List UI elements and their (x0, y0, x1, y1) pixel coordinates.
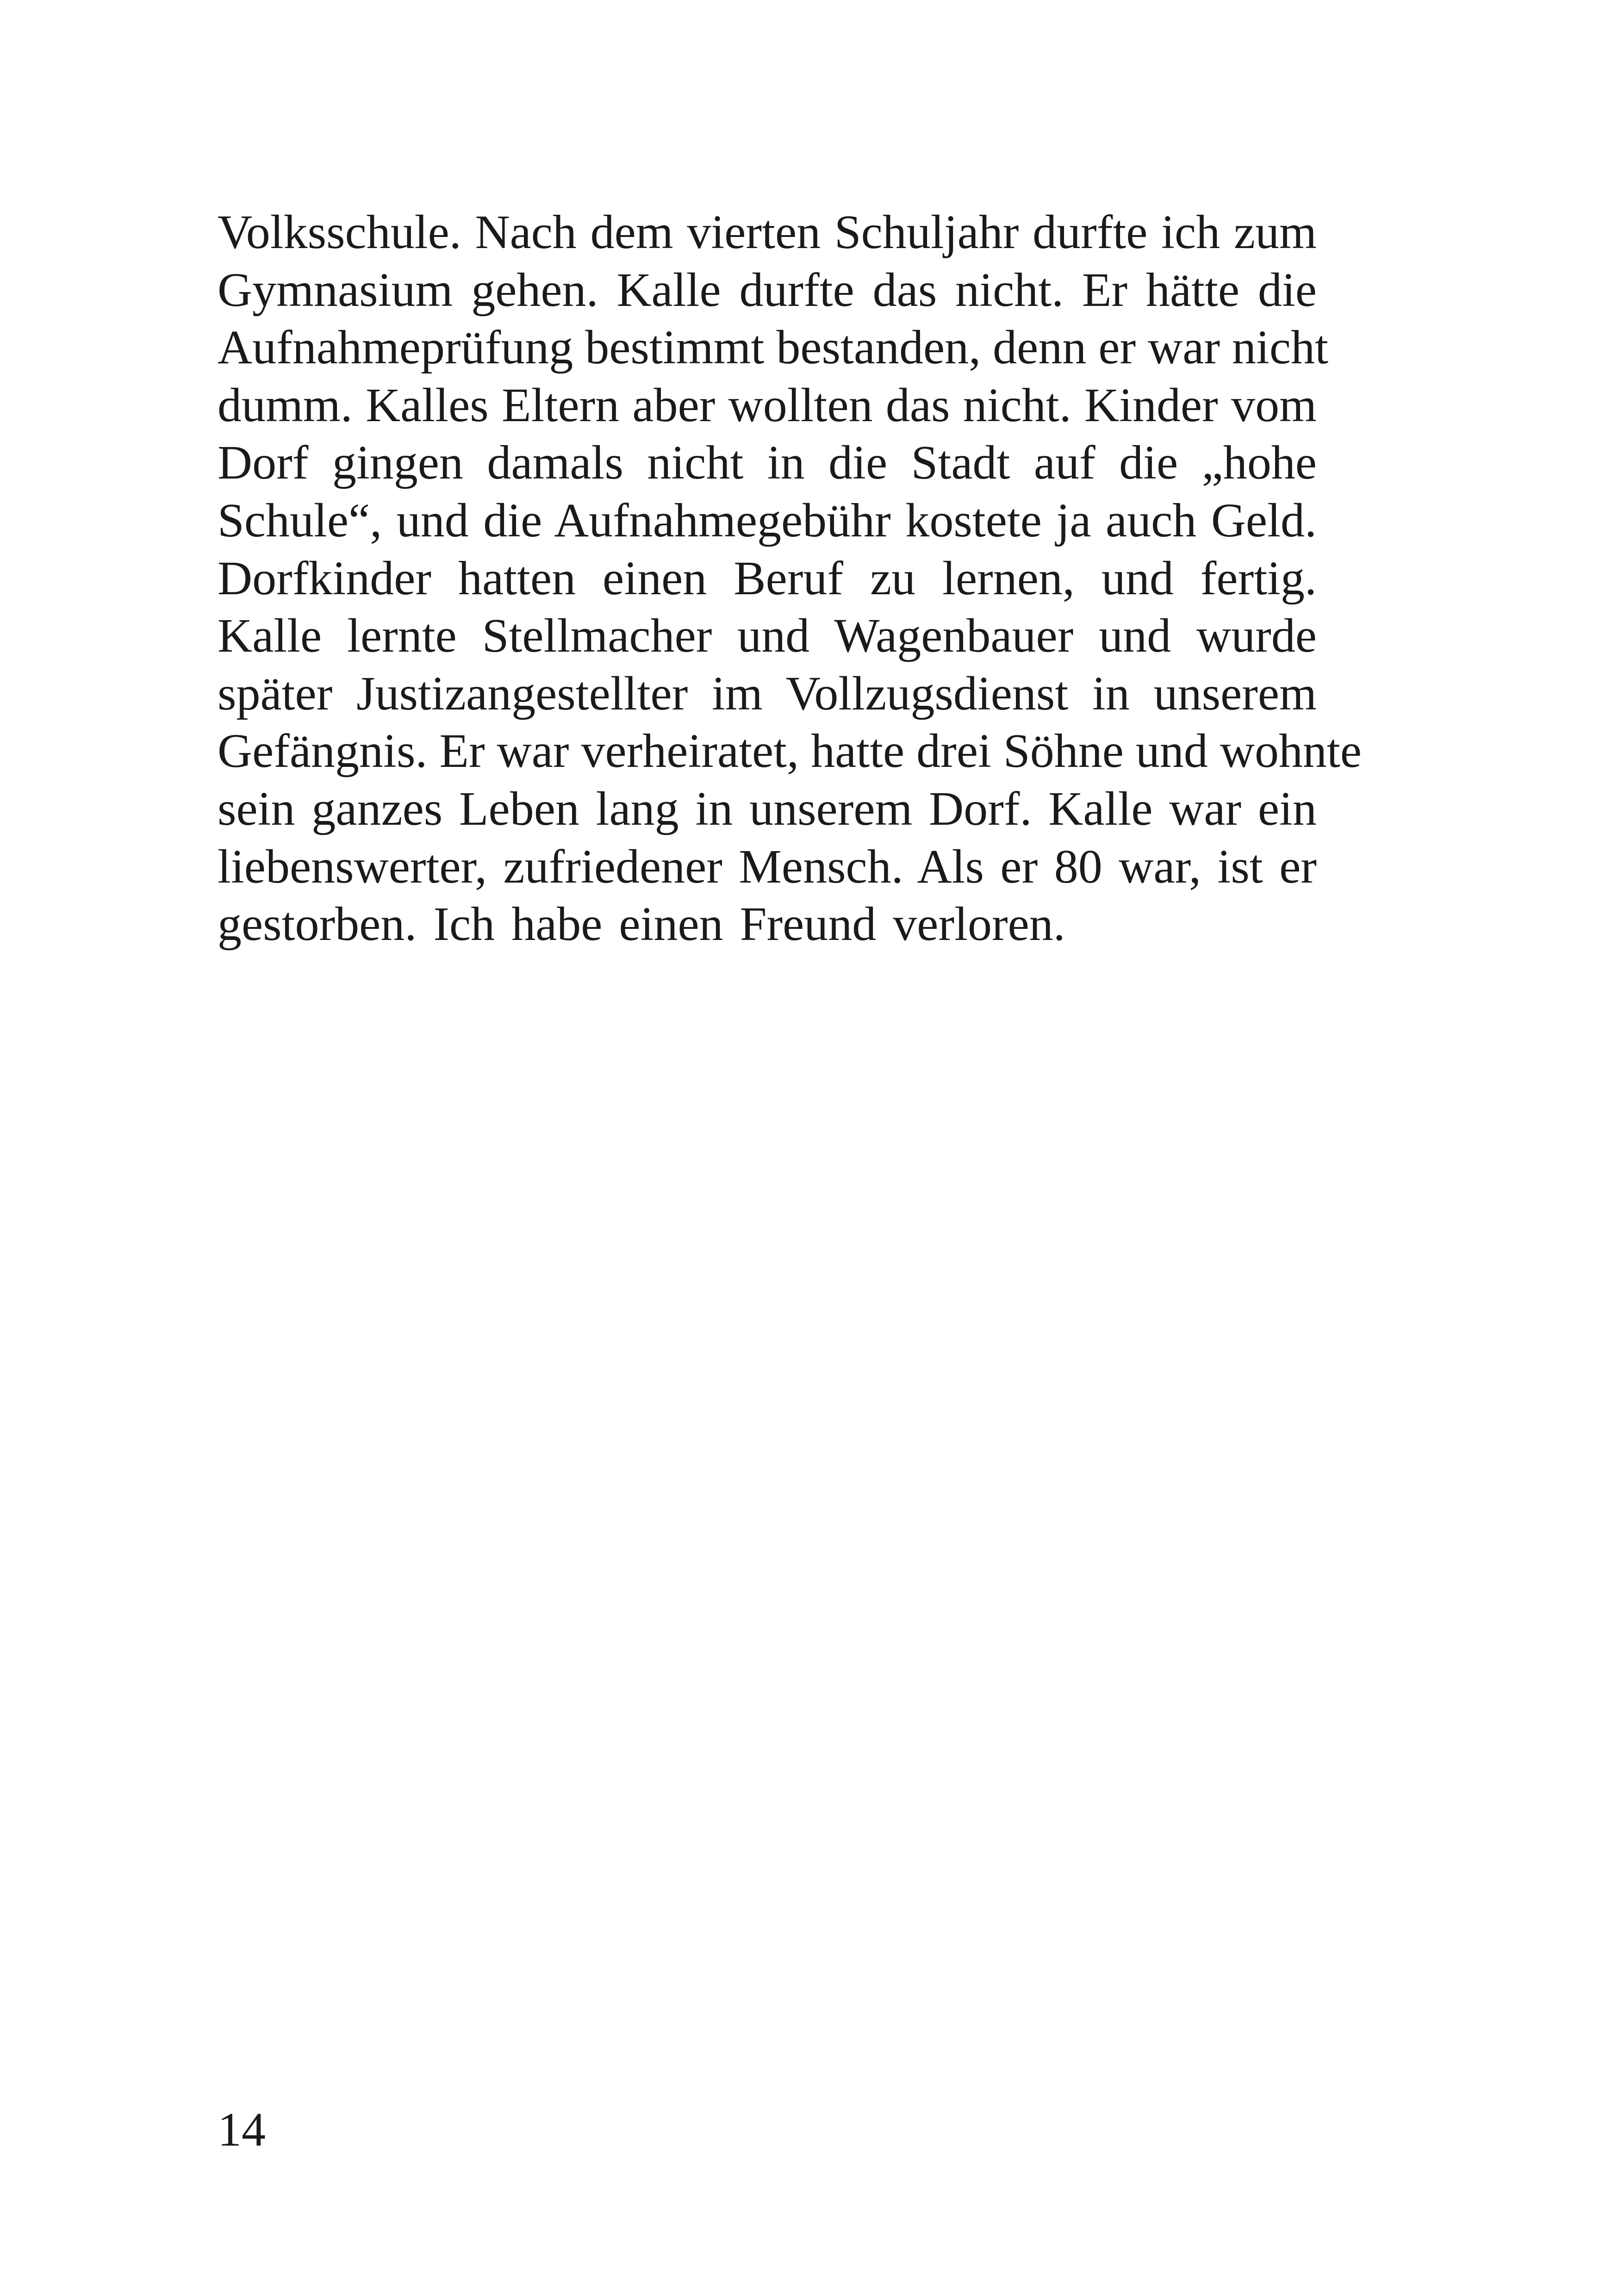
text-line: Gefängnis. Er war verheiratet, hatte drei Söhne und wohnte (218, 724, 1362, 778)
text-line: dumm. Kalles Eltern aber wollten das nicht. Kinder vom (218, 378, 1317, 432)
text-line: Kalle lernte Stellmacher und Wagenbauer und wurde (218, 609, 1317, 663)
text-line: liebenswerter, zufriedener Mensch. Als er 80 war, ist er (218, 840, 1317, 893)
text-line: später Justizangestellter im Vollzugsdienst in unserem (218, 666, 1317, 720)
body-paragraph (218, 204, 1362, 953)
text-line: Volksschule. Nach dem vierten Schuljahr durfte ich zum (218, 205, 1317, 259)
text-line: sein ganzes Leben lang in unserem Dorf. Kalle war ein (218, 782, 1317, 835)
text-line: Dorfkinder hatten einen Beruf zu lernen, und fertig. (218, 551, 1317, 605)
text-line-last: gestorben. Ich habe einen Freund verloren. (218, 897, 1065, 951)
page-number: 14 (218, 2103, 266, 2156)
text-line: Gymnasium gehen. Kalle durfte das nicht. Er hätte die (218, 263, 1317, 317)
text-line: Schule“, und die Aufnahmegebühr kostete ja auch Geld. (218, 493, 1317, 547)
text-line: Aufnahmeprüfung bestimmt bestanden, denn er war nicht (218, 321, 1328, 374)
text-line: Dorf gingen damals nicht in die Stadt auf die „hohe (218, 436, 1317, 490)
